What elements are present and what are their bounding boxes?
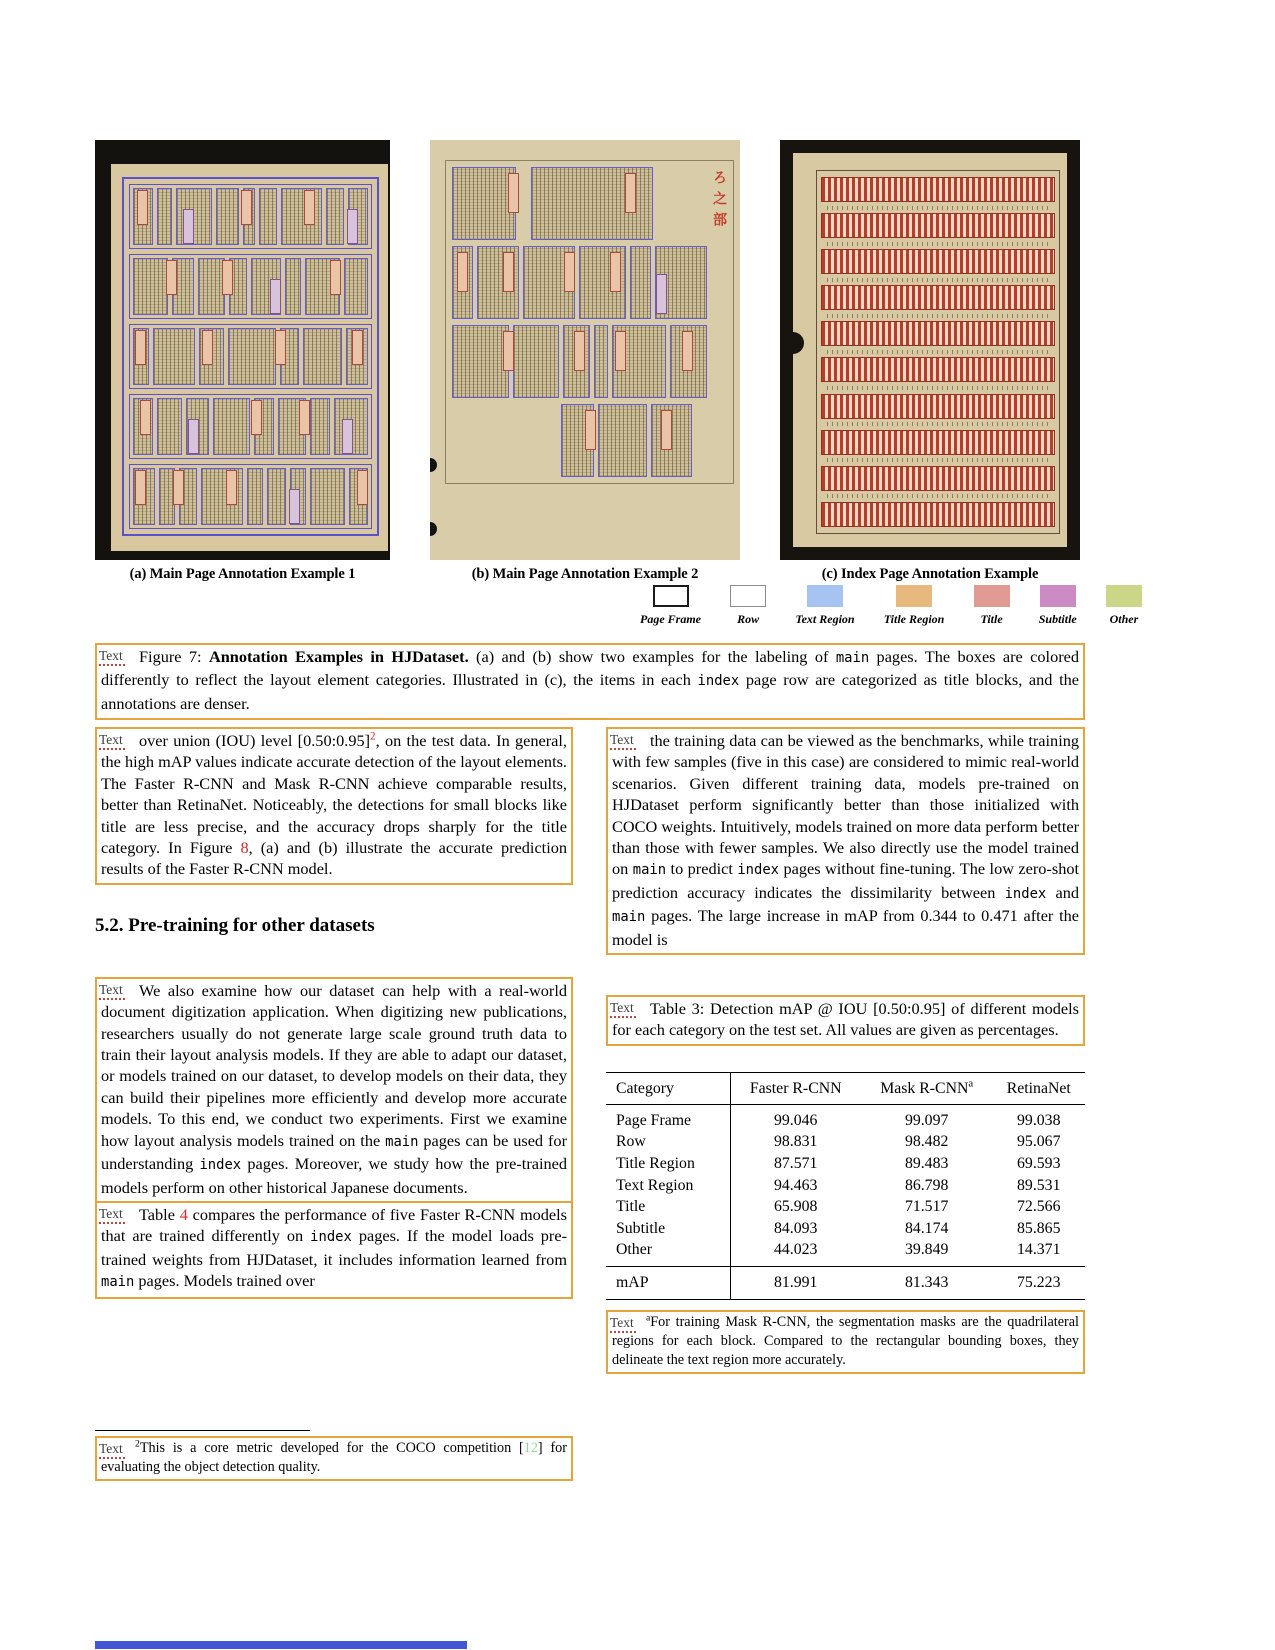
table-row — [606, 1196, 1085, 1218]
scan-decoration — [140, 400, 151, 435]
table-cell: 81.343 — [861, 1267, 993, 1300]
left-column — [95, 727, 573, 1487]
figure-7b-subcaption: (b) Main Page Annotation Example 2 — [471, 566, 699, 582]
scan-decoration — [153, 328, 195, 385]
scan-decoration — [344, 258, 368, 315]
scan-decoration — [213, 398, 250, 455]
scan-decoration — [661, 410, 672, 450]
scan-decoration — [452, 404, 557, 477]
scan-decoration — [137, 190, 148, 225]
table-cell: 94.463 — [773, 1176, 818, 1194]
scan-decoration — [129, 184, 372, 249]
legend-label: Text Region — [795, 612, 855, 626]
table-cell: 95.067 — [1017, 1133, 1061, 1151]
table-row — [606, 1218, 1085, 1240]
legend-swatch — [896, 585, 932, 607]
scan-decoration — [111, 164, 388, 551]
scan-decoration — [657, 167, 707, 240]
table-row — [606, 1153, 1085, 1175]
table-cell: Page Frame — [606, 1104, 730, 1131]
table-cell: 84.174 — [904, 1219, 949, 1237]
text-annotation-label: Text — [99, 732, 125, 750]
scan-decoration — [310, 398, 330, 455]
scan-decoration — [598, 404, 647, 477]
table-footnote-text: $^a$For training Mask R-CNN, the segmentation masks are the quadrilateral regions for each block. Compared to the rectangular bounding boxes, they delineate the text region more accurately. — [612, 1312, 1079, 1368]
scan-decoration — [304, 190, 315, 225]
figure-7a-subcaption: (a) Main Page Annotation Example 1 — [129, 566, 356, 582]
scan-decoration — [513, 325, 560, 398]
scan-decoration — [135, 330, 146, 365]
left-footnote-annotation-box — [95, 1436, 573, 1481]
table-cell: 39.849 — [904, 1241, 949, 1259]
figure-7-caption-annotation-box — [95, 643, 1085, 720]
figure-7b-overlay-text: ろ之部 — [711, 170, 726, 233]
scan-decoration — [821, 285, 1055, 310]
legend-swatch — [807, 585, 843, 607]
scan-decoration — [173, 470, 184, 505]
table-3-caption-text: Table 3: Detection mAP @ IOU [0.50:0.95] of different models for each category on the test set. All values are given as percentages. — [612, 999, 1079, 1040]
table-cell: 44.023 — [773, 1241, 818, 1259]
legend-item — [884, 585, 945, 627]
table-cell: 99.038 — [1017, 1111, 1061, 1129]
legend-swatch — [730, 585, 766, 607]
table-header-row — [606, 1072, 1085, 1104]
scan-decoration — [821, 430, 1055, 455]
legend-item — [1106, 585, 1142, 627]
table-cell: 65.908 — [773, 1198, 818, 1216]
scan-decoration — [827, 278, 1049, 282]
scan-decoration — [452, 325, 707, 398]
scan-decoration — [452, 325, 509, 398]
scan-decoration — [166, 260, 177, 295]
text-annotation-label: Text — [99, 648, 125, 666]
table-cell: 98.831 — [773, 1133, 818, 1151]
scan-decoration — [508, 173, 519, 213]
table-header-cell: Faster R-CNN — [730, 1072, 861, 1104]
legend-item — [730, 585, 766, 627]
scan-decoration — [452, 246, 707, 319]
scan-decoration — [352, 330, 363, 365]
right-column — [606, 727, 1085, 1374]
table-cell: Subtitle — [606, 1218, 730, 1240]
scan-decoration — [445, 160, 734, 484]
scan-decoration — [129, 254, 372, 319]
table-header-cell: RetinaNet — [993, 1072, 1085, 1104]
legend-swatch — [653, 585, 689, 607]
scan-decoration — [827, 494, 1049, 498]
scan-decoration — [330, 260, 341, 295]
left-paragraph-1-annotation-box — [95, 727, 573, 885]
left-footnote-text: $^2$This is a core metric developed for the COCO competition [12] for evaluating the object detection quality. — [101, 1438, 567, 1475]
table-cell: 89.483 — [904, 1155, 949, 1173]
table-row — [606, 1132, 1085, 1154]
figure-7a-scan-image — [95, 140, 390, 560]
text-annotation-label: Text — [99, 1206, 125, 1224]
scan-decoration — [247, 468, 263, 525]
scan-decoration — [122, 177, 379, 536]
table-cell: 99.097 — [904, 1111, 949, 1129]
table-cell: 89.531 — [1017, 1176, 1061, 1194]
table-cell: 99.046 — [773, 1111, 818, 1129]
table-cell: Other — [606, 1240, 730, 1267]
scan-decoration — [129, 464, 372, 529]
table-cell: 71.517 — [904, 1198, 949, 1216]
scan-decoration — [216, 188, 239, 245]
scan-decoration — [342, 419, 353, 454]
legend-swatch — [1040, 585, 1076, 607]
table-map-row — [606, 1267, 1085, 1300]
text-annotation-label: Text — [99, 982, 125, 1000]
scan-decoration — [285, 258, 301, 315]
scan-decoration — [310, 468, 346, 525]
scan-decoration — [827, 458, 1049, 462]
scan-decoration — [821, 213, 1055, 238]
scan-decoration — [129, 394, 372, 459]
figure-7c-subcaption: (c) Index Page Annotation Example — [821, 566, 1039, 582]
scan-decoration — [827, 314, 1049, 318]
footnote-rule — [95, 1430, 310, 1431]
reference-link[interactable]: 4 — [179, 1204, 188, 1224]
table-cell: 14.371 — [1017, 1241, 1061, 1259]
table-cell: Text Region — [606, 1175, 730, 1197]
reference-link[interactable]: 8 — [240, 838, 249, 858]
table-cell: 87.571 — [773, 1155, 818, 1173]
scan-decoration — [176, 188, 212, 245]
left-paragraph-2-annotation-box — [95, 977, 573, 1203]
scan-decoration — [821, 249, 1055, 274]
scan-decoration — [564, 252, 575, 292]
legend-swatch — [1106, 585, 1142, 607]
scan-decoration — [251, 400, 262, 435]
scan-decoration — [135, 470, 146, 505]
table-cell: 72.566 — [1017, 1198, 1061, 1216]
figure-7c — [780, 140, 1080, 583]
scan-decoration — [202, 330, 213, 365]
scan-decoration — [821, 357, 1055, 382]
table-header-cell: Mask R-CNN$^a$ — [861, 1072, 993, 1104]
figure-legend — [640, 585, 1142, 627]
scan-decoration — [827, 206, 1049, 210]
table-row — [606, 1104, 1085, 1131]
scan-decoration — [452, 167, 707, 240]
table-cell: Row — [606, 1132, 730, 1154]
legend-item — [795, 585, 854, 627]
scan-decoration — [682, 331, 693, 371]
scan-decoration — [594, 325, 608, 398]
table-cell: 85.865 — [1017, 1219, 1061, 1237]
scan-decoration — [827, 422, 1049, 426]
scan-decoration — [270, 279, 281, 314]
scan-decoration — [133, 258, 168, 315]
table-3-caption-annotation-box — [606, 995, 1085, 1046]
table-cell: 98.482 — [904, 1133, 949, 1151]
table-cell: 81.991 — [730, 1267, 861, 1300]
table-cell: mAP — [606, 1267, 730, 1300]
table-row — [606, 1175, 1085, 1197]
table-cell: 75.223 — [993, 1267, 1085, 1300]
scan-decoration — [159, 468, 175, 525]
scan-decoration — [299, 400, 310, 435]
legend-label: Title Region — [883, 612, 945, 626]
left-paragraph-2-text: We also examine how our dataset can help with a real-world document digitization application. When digitizing new publications, researchers usually do not generate large scale ground truth data to train their layout analysis models. If they are able to adapt our dataset, or models trained on our dataset, to develop models on their data, they can build their pipelines more efficiently and develop more accurate models. To this end, we conduct two experiments. First we examine how layout analysis models trained on the main pages can be used for understanding index pages. Moreover, we study how the pre-trained models perform on other historical Japanese documents. — [101, 980, 568, 1197]
left-footnote-area — [95, 1430, 573, 1481]
figure-7b — [430, 140, 740, 583]
scan-decoration — [457, 252, 468, 292]
figure-7a — [95, 140, 390, 583]
scan-decoration — [289, 489, 300, 524]
scan-decoration — [821, 321, 1055, 346]
scan-decoration — [303, 328, 342, 385]
left-paragraph-3-text: Table 4 compares the performance of five Faster R-CNN models that are trained differently on index pages. If the model loads pre-trained weights from HJDataset, it includes information learned from main pages. Models trained over — [101, 1204, 567, 1291]
table-row — [606, 1240, 1085, 1267]
scan-decoration — [222, 260, 233, 295]
scan-decoration — [228, 328, 276, 385]
scan-decoration — [821, 177, 1055, 202]
scan-decoration — [585, 410, 596, 450]
legend-label: Page Frame — [640, 612, 701, 626]
legend-label: Title — [980, 612, 1003, 626]
figure-7c-scan-image — [780, 140, 1080, 560]
scan-decoration — [615, 331, 626, 371]
scan-decoration — [821, 502, 1055, 527]
scan-decoration — [656, 274, 667, 314]
citation-link[interactable]: 12 — [523, 1440, 538, 1456]
table-cell: 69.593 — [1017, 1155, 1061, 1173]
scan-decoration — [357, 470, 368, 505]
table-cell: Title Region — [606, 1153, 730, 1175]
scan-decoration — [188, 419, 199, 454]
scan-decoration — [157, 398, 183, 455]
table-cell: Title — [606, 1196, 730, 1218]
table-cell: 84.093 — [773, 1219, 818, 1237]
right-paragraph-1-annotation-box — [606, 727, 1085, 955]
scan-decoration — [452, 167, 516, 240]
scan-decoration — [241, 190, 252, 225]
scan-decoration — [827, 350, 1049, 354]
legend-item — [1039, 585, 1077, 627]
scan-decoration — [821, 466, 1055, 491]
left-paragraph-3-annotation-box — [95, 1201, 573, 1299]
scan-decoration — [267, 468, 286, 525]
figure-7-caption-text: Figure 7: Annotation Examples in HJDataset. (a) and (b) show two examples for the labeling of main pages. The boxes are colored differently to reflect the layout element categories. Illustrated in (c), the items in each index page row are categorized as title blocks, and the annotations are denser. — [101, 647, 1080, 713]
figure-7-images — [95, 140, 1085, 585]
scan-decoration — [259, 188, 277, 245]
scan-decoration — [183, 209, 194, 244]
scan-decoration — [574, 331, 585, 371]
scan-decoration — [503, 252, 514, 292]
scan-decoration — [430, 458, 437, 472]
legend-label: Other — [1109, 612, 1139, 626]
table-3 — [606, 1072, 1085, 1301]
scan-decoration — [520, 167, 527, 240]
text-annotation-label: Text — [610, 1000, 636, 1018]
scan-decoration — [816, 170, 1060, 534]
figure-7b-scan-image — [430, 140, 740, 560]
legend-item — [974, 585, 1010, 627]
legend-swatch — [974, 585, 1010, 607]
scan-decoration — [503, 331, 514, 371]
scan-decoration — [452, 404, 707, 477]
scan-decoration — [157, 188, 172, 245]
table-header-cell: Category — [606, 1072, 730, 1104]
scan-decoration — [226, 470, 237, 505]
scan-decoration — [326, 188, 344, 245]
table-cell: 86.798 — [904, 1176, 949, 1194]
scan-decoration — [821, 394, 1055, 419]
scan-decoration — [129, 324, 372, 389]
text-annotation-label: Text — [610, 1315, 636, 1333]
scan-decoration — [625, 173, 636, 213]
clipped-text-region-annotation-bar — [95, 1641, 467, 1649]
scan-decoration — [827, 242, 1049, 246]
text-annotation-label: Text — [610, 732, 636, 750]
scan-decoration — [630, 246, 651, 319]
scan-decoration — [275, 330, 286, 365]
scan-decoration — [827, 386, 1049, 390]
reference-link[interactable]: 2 — [370, 730, 376, 743]
text-annotation-label: Text — [99, 1441, 125, 1459]
scan-decoration — [281, 188, 322, 245]
legend-item — [640, 585, 701, 627]
scan-decoration — [198, 258, 225, 315]
scan-decoration — [347, 209, 358, 244]
left-paragraph-1-text: over union (IOU) level [0.50:0.95]$^2$, on the test data. In general, the high mAP values indicate accurate detection of the layout elements. The Faster R-CNN and Mask R-CNN achieve comparable results, better than RetinaNet. Noticeably, the detections for small blocks like title are less precise, and the accuracy drops sharply for the title category. In Figure 8, (a) and (b) illustrate the accurate prediction results of the Faster R-CNN model. — [101, 730, 568, 879]
legend-label: Row — [737, 612, 760, 626]
right-paragraph-1-text: the training data can be viewed as the benchmarks, while training with few samples (five in this case) are considered to mimic real-world scenarios. Given different training data, models pre-trained on HJDataset perform significantly better than those initialized with COCO weights. Intuitively, models trained on more data perform better than those with fewer samples. We also directly use the model trained on main to predict index pages without fine-tuning. The low zero-shot prediction accuracy indicates the dissimilarity between index and main pages. The large increase in mAP from 0.344 to 0.471 after the model is — [612, 731, 1080, 949]
scan-decoration — [610, 252, 621, 292]
legend-label: Subtitle — [1038, 612, 1077, 626]
scan-decoration — [430, 522, 437, 536]
section-heading-5-2: 5.2. Pre-training for other datasets — [95, 914, 375, 936]
scan-decoration — [696, 404, 707, 477]
table-footnote-annotation-box — [606, 1310, 1085, 1374]
